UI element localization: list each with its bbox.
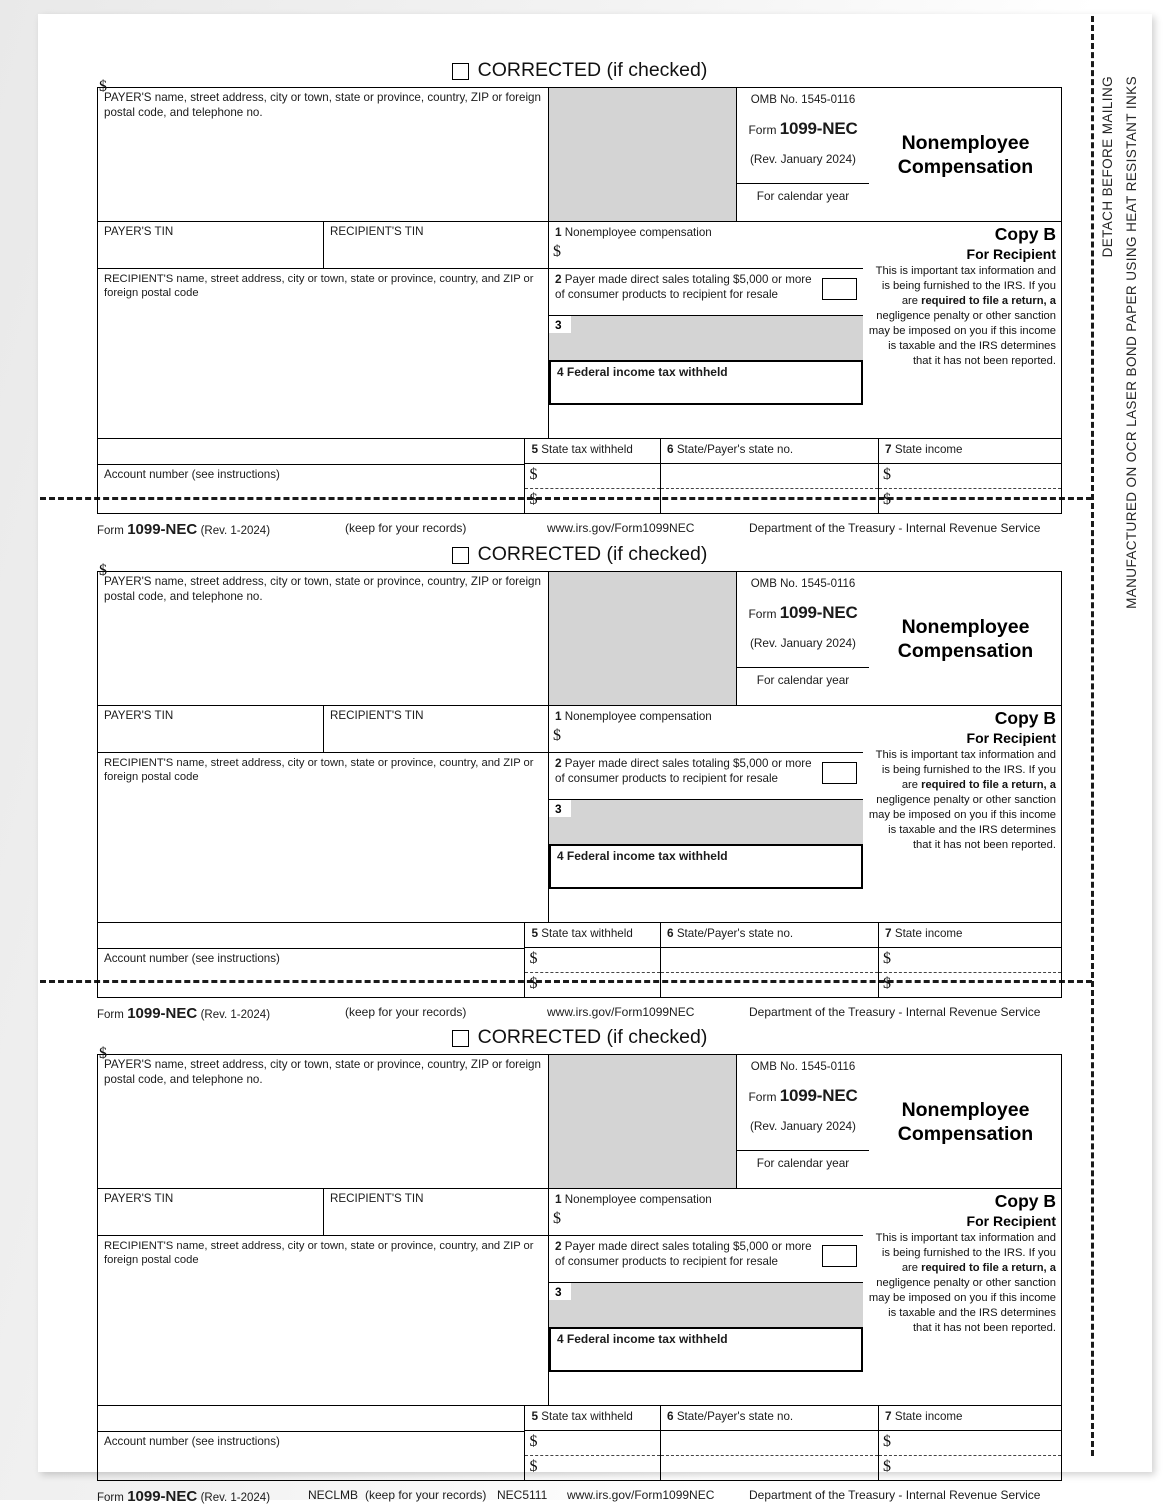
account-column <box>98 923 524 997</box>
form-1099nec-copy-2 <box>97 542 1062 1026</box>
box4-label <box>557 849 856 864</box>
box2-direct-sales[interactable] <box>549 268 863 315</box>
form-revision: (Rev. January 2024) <box>749 1119 856 1133</box>
box7-text: State income <box>894 927 963 940</box>
box4-number: 4 <box>557 849 564 863</box>
form-title: Nonemployee Compensation <box>897 616 1034 662</box>
calendar-year-field[interactable]: For calendar year <box>737 667 869 704</box>
form-id-line <box>737 1086 869 1106</box>
corrected-label: CORRECTED (if checked) <box>477 1026 708 1049</box>
box4-text: Federal income tax withheld <box>566 1332 728 1346</box>
box5-value-1[interactable] <box>525 947 660 973</box>
tin-row <box>98 706 548 752</box>
box7-value-1[interactable] <box>879 1430 1061 1456</box>
box5-currency-2: $ <box>529 1458 538 1475</box>
box1-text: Nonemployee compensation <box>564 226 712 239</box>
box4-currency: $ <box>99 1045 107 1062</box>
box1-number: 1 <box>555 1192 562 1206</box>
box1-currency: $ <box>553 243 561 260</box>
payer-name-field[interactable] <box>98 572 548 705</box>
box2-direct-sales[interactable] <box>549 752 863 799</box>
recipient-tin-field[interactable] <box>323 706 548 752</box>
omb-column <box>736 572 869 705</box>
box6-text: State/Payer's state no. <box>676 443 794 456</box>
tin-row <box>98 1189 548 1235</box>
account-number-label: Account number (see instructions) <box>104 468 280 481</box>
form-title: Nonemployee Compensation <box>897 1099 1034 1145</box>
form-revision: (Rev. January 2024) <box>749 152 856 166</box>
footer-neclmb-code: NECLMB <box>308 1488 359 1502</box>
copy-b-title: Copy B <box>994 708 1056 728</box>
manufactured-note-text: MANUFACTURED ON OCR LASER BOND PAPER USING HEAT RESISTANT INKS <box>1124 76 1139 609</box>
copy-b-body-bold: required to file a return, a <box>921 779 1056 792</box>
copy-b-body-2: negligence penalty or other sanction may be imposed on you if this income is taxable and the IRS determines that it has not been reported. <box>868 794 1056 851</box>
box5-currency-1: $ <box>529 466 538 483</box>
box2-checkbox[interactable] <box>822 1245 857 1267</box>
omb-top <box>737 88 869 183</box>
detach-before-mailing-text: DETACH BEFORE MAILING <box>1100 76 1115 258</box>
box7-label <box>885 926 1056 942</box>
top-band <box>98 1055 1061 1188</box>
left-column <box>98 222 548 438</box>
form-grid <box>97 1045 1062 1481</box>
copy-b-body <box>868 264 1056 368</box>
box5-text: State tax withheld <box>541 1410 633 1423</box>
box3-reserved <box>549 799 863 844</box>
left-column <box>98 706 548 922</box>
copy-b-panel <box>863 1189 1061 1405</box>
box4-currency: $ <box>99 78 107 95</box>
payer-name-label: PAYER'S name, street address, city or town, state or province, country, ZIP or foreign postal code, and telephone no. <box>104 1058 541 1086</box>
copy-b-title: Copy B <box>994 224 1056 244</box>
account-spacer <box>98 1406 524 1431</box>
detach-line-vertical <box>1091 16 1094 1456</box>
box7-currency-2: $ <box>883 491 892 508</box>
form-word: Form <box>748 123 777 137</box>
box1-nonemployee-compensation[interactable] <box>549 222 863 268</box>
box1-label <box>555 225 858 241</box>
box7-state-income[interactable] <box>878 923 1061 997</box>
box7-label <box>885 442 1056 458</box>
gray-filler-block <box>548 88 736 221</box>
copy-b-body-2: negligence penalty or other sanction may be imposed on you if this income is taxable and the IRS determines that it has not been reported. <box>868 310 1056 367</box>
state-band <box>98 1405 1061 1480</box>
box7-value-2[interactable] <box>879 1456 1061 1480</box>
box5-state-tax-withheld[interactable] <box>524 923 660 997</box>
copy-b-title: Copy B <box>994 1191 1056 1211</box>
box1-number: 1 <box>555 225 562 239</box>
payer-tin-label: PAYER'S TIN <box>104 1192 174 1205</box>
box1-label <box>555 709 858 725</box>
box2-direct-sales[interactable] <box>549 1235 863 1282</box>
recipient-tin-field[interactable] <box>323 1189 548 1235</box>
recipient-name-label: RECIPIENT'S name, street address, city or town, state or province, country, and ZIP or foreign postal code <box>104 273 534 300</box>
corrected-row <box>97 58 1062 84</box>
omb-number: OMB No. 1545-0116 <box>750 1061 856 1073</box>
box6-text: State/Payer's state no. <box>676 927 794 940</box>
box3-reserved <box>549 1282 863 1327</box>
box4-number: 4 <box>557 1332 564 1346</box>
box2-number: 2 <box>555 272 562 286</box>
form-id-line <box>737 119 869 139</box>
box6-state-payer-state-no[interactable] <box>660 1406 878 1480</box>
box6-value-1[interactable] <box>661 1430 878 1456</box>
copy-b-subtitle: For Recipient <box>966 246 1056 263</box>
form-footer <box>97 998 1062 1026</box>
corrected-label: CORRECTED (if checked) <box>477 59 708 82</box>
box7-header <box>879 923 1061 947</box>
copy-b-panel <box>863 706 1061 922</box>
box4-label <box>557 365 856 380</box>
copy-b-body-1: This is important tax information and is being furnished to the IRS. If you are <box>875 749 1056 792</box>
box5-currency-1: $ <box>529 1433 538 1450</box>
recipient-tin-label: RECIPIENT'S TIN <box>330 225 424 238</box>
box3-number: 3 <box>555 1285 562 1299</box>
state-band <box>98 438 1061 513</box>
box6-header <box>661 1406 878 1430</box>
box5-header <box>525 439 660 463</box>
payer-name-label: PAYER'S name, street address, city or town, state or province, country, ZIP or foreign postal code, and telephone no. <box>104 575 541 603</box>
box1-label <box>555 1192 858 1208</box>
box6-value-2[interactable] <box>661 973 878 997</box>
box7-currency-1: $ <box>883 1433 892 1450</box>
footer-url[interactable]: www.irs.gov/Form1099NEC <box>567 1488 715 1502</box>
box7-label <box>885 1409 1056 1425</box>
omb-number: OMB No. 1545-0116 <box>750 578 856 590</box>
payer-name-field[interactable] <box>98 88 548 221</box>
box7-currency-2: $ <box>883 975 892 992</box>
box5-currency-2: $ <box>529 975 538 992</box>
account-spacer <box>98 439 524 464</box>
box6-number: 6 <box>667 926 674 940</box>
account-spacer <box>98 923 524 948</box>
form-title-cell <box>869 572 1061 705</box>
recipient-name-label: RECIPIENT'S name, street address, city or town, state or province, country, and ZIP or foreign postal code <box>104 1240 534 1267</box>
box7-value-2[interactable] <box>879 489 1061 513</box>
footer-department: Department of the Treasury - Internal Revenue Service <box>749 1005 1041 1019</box>
footer-form-id <box>97 521 270 538</box>
box5-number: 5 <box>531 926 539 940</box>
account-column <box>98 1406 524 1480</box>
corrected-label: CORRECTED (if checked) <box>477 543 708 566</box>
left-column <box>98 1189 548 1405</box>
box7-number: 7 <box>885 926 892 940</box>
copy-b-panel <box>863 222 1061 438</box>
box7-header <box>879 439 1061 463</box>
footer-form-number: 1099-NEC <box>127 1488 198 1505</box>
box5-text: State tax withheld <box>541 443 633 456</box>
box1-currency: $ <box>553 1210 561 1227</box>
box5-currency-1: $ <box>529 950 538 967</box>
corrected-row <box>97 1025 1062 1051</box>
box5-value-2[interactable] <box>525 1456 660 1480</box>
box6-value-2[interactable] <box>661 489 878 513</box>
footer-nec5111-code: NEC5111 <box>497 1488 548 1502</box>
box5-value-2[interactable] <box>525 973 660 997</box>
account-number-label: Account number (see instructions) <box>104 1435 280 1448</box>
box3-number: 3 <box>555 802 562 816</box>
account-number-field[interactable] <box>98 464 524 511</box>
copy-b-body-bold: required to file a return, a <box>921 295 1056 308</box>
box3-reserved <box>549 315 863 360</box>
form-footer <box>97 514 1062 542</box>
box4-text: Federal income tax withheld <box>566 849 728 863</box>
copy-b-body-bold: required to file a return, a <box>921 1262 1056 1275</box>
footer-form-id <box>97 1005 270 1022</box>
box7-number: 7 <box>885 1409 892 1423</box>
box6-state-payer-state-no[interactable] <box>660 439 878 513</box>
box5-header <box>525 1406 660 1430</box>
box7-state-income[interactable] <box>878 1406 1061 1480</box>
box3-number: 3 <box>555 318 562 332</box>
recipient-tin-field[interactable] <box>323 222 548 268</box>
corrected-checkbox[interactable] <box>452 547 469 564</box>
form-title-cell <box>869 88 1061 221</box>
box2-label <box>555 272 818 302</box>
copy-b-body-1: This is important tax information and is being furnished to the IRS. If you are <box>875 265 1056 308</box>
footer-form-number: 1099-NEC <box>127 1005 198 1022</box>
form-word: Form <box>748 607 777 621</box>
recipient-tin-label: RECIPIENT'S TIN <box>330 709 424 722</box>
form-1099nec-copy-1 <box>97 58 1062 542</box>
footer-url[interactable]: www.irs.gov/Form1099NEC <box>547 1005 695 1019</box>
omb-top <box>737 1055 869 1150</box>
box6-value-1[interactable] <box>661 463 878 489</box>
box1-currency: $ <box>553 727 561 744</box>
form-title-cell <box>869 1055 1061 1188</box>
box2-number: 2 <box>555 1239 562 1253</box>
box4-number: 4 <box>557 365 564 379</box>
box5-value-1[interactable] <box>525 463 660 489</box>
state-band <box>98 922 1061 997</box>
box7-value-1[interactable] <box>879 947 1061 973</box>
box6-header <box>661 923 878 947</box>
account-number-field[interactable] <box>98 1431 524 1478</box>
form-title: Nonemployee Compensation <box>897 132 1034 178</box>
box6-header <box>661 439 878 463</box>
box7-state-income[interactable] <box>878 439 1061 513</box>
box7-currency-1: $ <box>883 466 892 483</box>
recipient-name-field[interactable] <box>98 752 548 922</box>
corrected-checkbox[interactable] <box>452 63 469 80</box>
box5-number: 5 <box>531 442 539 456</box>
calendar-year-field[interactable]: For calendar year <box>737 183 869 220</box>
copy-b-subtitle: For Recipient <box>966 730 1056 747</box>
footer-revision: (Rev. 1-2024) <box>200 1492 271 1504</box>
footer-form-number: 1099-NEC <box>127 521 198 538</box>
footer-keep-records: (keep for your records) <box>345 521 467 535</box>
box6-number: 6 <box>667 1409 674 1423</box>
box5-value-1[interactable] <box>525 1430 660 1456</box>
footer-keep-records: (keep for your records) <box>365 1488 487 1502</box>
footer-keep-records: (keep for your records) <box>345 1005 467 1019</box>
box6-text: State/Payer's state no. <box>676 1410 794 1423</box>
payer-tin-field[interactable] <box>98 1189 323 1235</box>
box2-text: Payer made direct sales totaling $5,000 or more of consumer products to recipient for resale <box>555 273 812 301</box>
box2-checkbox[interactable] <box>822 278 857 300</box>
box6-value-1[interactable] <box>661 947 878 973</box>
omb-column <box>736 88 869 221</box>
calendar-year-field[interactable]: For calendar year <box>737 1150 869 1187</box>
footer-url[interactable]: www.irs.gov/Form1099NEC <box>547 521 695 535</box>
gray-filler-block <box>548 572 736 705</box>
copy-b-subtitle: For Recipient <box>966 1213 1056 1230</box>
box1-nonemployee-compensation[interactable] <box>549 706 863 752</box>
payer-tin-field[interactable] <box>98 706 323 752</box>
payer-name-field[interactable] <box>98 1055 548 1188</box>
corrected-row <box>97 542 1062 568</box>
form-number: 1099-NEC <box>779 603 858 622</box>
box2-number: 2 <box>555 756 562 770</box>
corrected-checkbox[interactable] <box>452 1030 469 1047</box>
footer-form-word: Form <box>97 525 124 537</box>
copy-b-body-1: This is important tax information and is being furnished to the IRS. If you are <box>875 1232 1056 1275</box>
box5-label <box>531 1409 655 1425</box>
box6-label <box>667 1409 873 1425</box>
recipient-name-field[interactable] <box>98 1235 548 1405</box>
footer-form-id <box>97 1488 270 1505</box>
payer-tin-label: PAYER'S TIN <box>104 709 174 722</box>
box2-label <box>555 756 818 786</box>
box2-label <box>555 1239 818 1269</box>
copy-b-body-2: negligence penalty or other sanction may be imposed on you if this income is taxable and the IRS determines that it has not been reported. <box>868 1277 1056 1334</box>
box5-text: State tax withheld <box>541 927 633 940</box>
box6-value-2[interactable] <box>661 1456 878 1480</box>
box7-header <box>879 1406 1061 1430</box>
form-grid <box>97 562 1062 998</box>
box5-value-2[interactable] <box>525 489 660 513</box>
footer-form-word: Form <box>97 1009 124 1021</box>
box7-text: State income <box>894 443 963 456</box>
box4-label <box>557 1332 856 1347</box>
box1-number: 1 <box>555 709 562 723</box>
box5-currency-2: $ <box>529 491 538 508</box>
box2-text: Payer made direct sales totaling $5,000 or more of consumer products to recipient for resale <box>555 757 812 785</box>
payer-tin-field[interactable] <box>98 222 323 268</box>
box2-text: Payer made direct sales totaling $5,000 or more of consumer products to recipient for resale <box>555 1240 812 1268</box>
form-grid <box>97 78 1062 514</box>
box1-text: Nonemployee compensation <box>564 710 712 723</box>
payer-tin-label: PAYER'S TIN <box>104 225 174 238</box>
box4-currency: $ <box>99 562 107 579</box>
box7-value-2[interactable] <box>879 973 1061 997</box>
top-band <box>98 572 1061 705</box>
box7-currency-1: $ <box>883 950 892 967</box>
omb-number: OMB No. 1545-0116 <box>750 94 856 106</box>
box5-header <box>525 923 660 947</box>
box1-nonemployee-compensation[interactable] <box>549 1189 863 1235</box>
box6-label <box>667 442 873 458</box>
omb-column <box>736 1055 869 1188</box>
form-footer <box>97 1481 1062 1509</box>
tin-row <box>98 222 548 268</box>
box7-number: 7 <box>885 442 892 456</box>
recipient-tin-label: RECIPIENT'S TIN <box>330 1192 424 1205</box>
box1-text: Nonemployee compensation <box>564 1193 712 1206</box>
form-word: Form <box>748 1090 777 1104</box>
account-number-field[interactable] <box>98 948 524 995</box>
omb-top <box>737 572 869 667</box>
box6-state-payer-state-no[interactable] <box>660 923 878 997</box>
box5-label <box>531 442 655 458</box>
box5-state-tax-withheld[interactable] <box>524 439 660 513</box>
footer-department: Department of the Treasury - Internal Revenue Service <box>749 521 1041 535</box>
footer-form-word: Form <box>97 1492 124 1504</box>
box5-label <box>531 926 655 942</box>
box5-number: 5 <box>531 1409 539 1423</box>
box7-value-1[interactable] <box>879 463 1061 489</box>
form-number: 1099-NEC <box>779 1086 858 1105</box>
box7-text: State income <box>894 1410 963 1423</box>
box5-state-tax-withheld[interactable] <box>524 1406 660 1480</box>
footer-revision: (Rev. 1-2024) <box>200 1009 271 1021</box>
recipient-name-label: RECIPIENT'S name, street address, city or town, state or province, country, and ZIP or foreign postal code <box>104 757 534 784</box>
recipient-name-field[interactable] <box>98 268 548 438</box>
box6-label <box>667 926 873 942</box>
form-revision: (Rev. January 2024) <box>749 636 856 650</box>
form-number: 1099-NEC <box>779 119 858 138</box>
footer-department: Department of the Treasury - Internal Revenue Service <box>749 1488 1041 1502</box>
account-column <box>98 439 524 513</box>
account-number-label: Account number (see instructions) <box>104 952 280 965</box>
copy-b-body <box>868 748 1056 852</box>
form-1099nec-copy-3 <box>97 1025 1062 1509</box>
box6-number: 6 <box>667 442 674 456</box>
box7-currency-2: $ <box>883 1458 892 1475</box>
footer-revision: (Rev. 1-2024) <box>200 525 271 537</box>
box4-text: Federal income tax withheld <box>566 365 728 379</box>
payer-name-label: PAYER'S name, street address, city or town, state or province, country, ZIP or foreign postal code, and telephone no. <box>104 91 541 119</box>
top-band <box>98 88 1061 221</box>
box2-checkbox[interactable] <box>822 762 857 784</box>
copy-b-body <box>868 1231 1056 1335</box>
gray-filler-block <box>548 1055 736 1188</box>
form-id-line <box>737 603 869 623</box>
